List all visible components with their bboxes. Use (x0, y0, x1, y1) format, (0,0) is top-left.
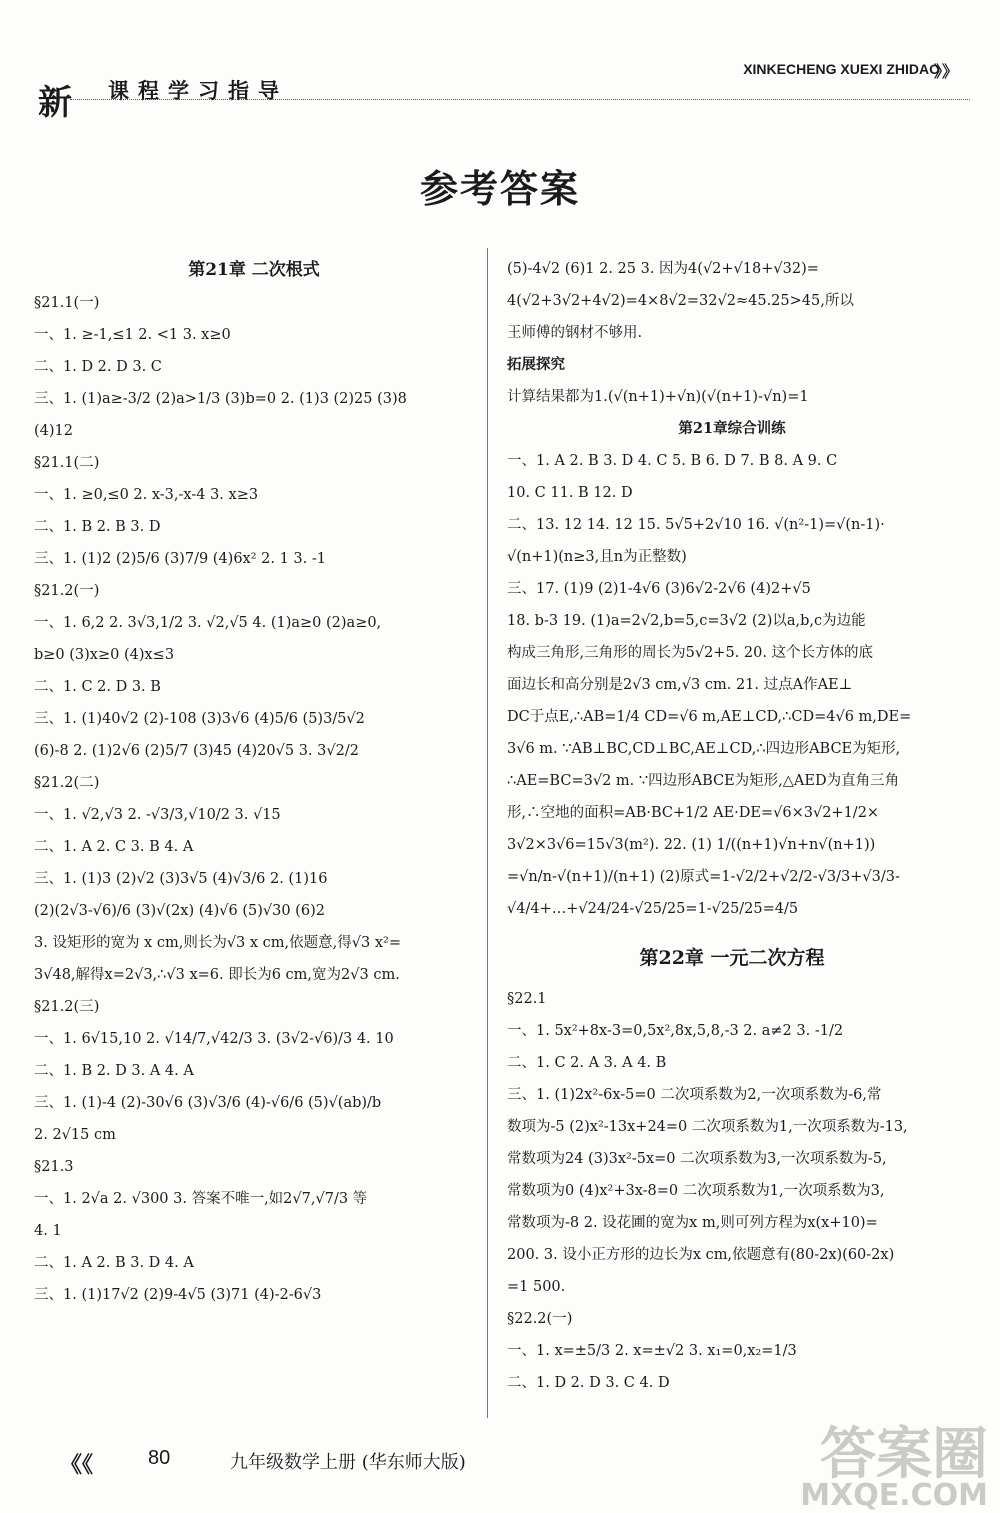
answer-line: 二、1. C 2. D 3. B (34, 679, 161, 695)
answer-line: 二、1. D 2. D 3. C 4. D (507, 1375, 670, 1391)
answer-line: 二、1. B 2. B 3. D (34, 519, 161, 535)
answer-line: (5)-4√2 (6)1 2. 25 3. 因为4(√2+√18+√32)= (507, 261, 819, 277)
answer-line: 王师傅的钢材不够用. (507, 325, 643, 341)
answer-line: §21.2(一) (34, 583, 100, 599)
answer-line: 三、1. (1)a≥-3/2 (2)a>1/3 (3)b=0 2. (1)3 (2)25 (3)8 (34, 391, 407, 407)
answer-line: 一、1. ≥-1,≤1 2. <1 3. x≥0 (34, 327, 231, 343)
answer-line: 18. b-3 19. (1)a=2√2,b=5,c=3√2 (2)以a,b,c为边能 (507, 613, 866, 629)
answer-line: 二、1. A 2. B 3. D 4. A (34, 1255, 194, 1271)
series-title: 课程学习指导 (108, 78, 288, 103)
watermark-url: MXQE.COM (800, 1478, 988, 1513)
header-divider (70, 99, 970, 100)
answer-line: 三、1. (1)40√2 (2)-108 (3)3√6 (4)5/6 (5)3/5√2 (34, 711, 365, 727)
answer-line: 常数项为0 (4)x²+3x-8=0 二次项系数为1,一次项系数为3, (507, 1183, 885, 1199)
answer-line: 二、1. B 2. D 3. A 4. A (34, 1063, 194, 1079)
answer-line: 常数项为24 (3)3x²-5x=0 二次项系数为3,一次项系数为-5, (507, 1151, 887, 1167)
answer-line: 一、1. ≥0,≤0 2. x-3,-x-4 3. x≥3 (34, 487, 259, 503)
answer-line: 一、1. x=±5/3 2. x=±√2 3. x₁=0,x₂=1/3 (507, 1343, 797, 1359)
answer-line: 一、1. √2,√3 2. -√3/3,√10/2 3. √15 (34, 807, 281, 823)
right-column (507, 253, 957, 1399)
answer-line: 10. C 11. B 12. D (507, 485, 633, 501)
answer-line: 三、1. (1)2x²-6x-5=0 二次项系数为2,一次项系数为-6,常 (507, 1087, 882, 1103)
answer-line: 计算结果都为1.(√(n+1)+√n)(√(n+1)-√n)=1 (507, 389, 809, 405)
answer-line: 面边长和高分别是2√3 cm,√3 cm. 21. 过点A作AE⊥ (507, 677, 853, 693)
answer-line: =1 500. (507, 1279, 566, 1295)
answer-line: 200. 3. 设小正方形的边长为x cm,依题意有(80-2x)(60-2x) (507, 1247, 895, 1263)
answer-line: §22.1 (507, 991, 547, 1007)
book-title: 九年级数学上册 (华东师大版) (230, 1452, 466, 1473)
answer-line: 数项为-5 (2)x²-13x+24=0 二次项系数为1,一次项系数为-13, (507, 1119, 908, 1135)
chevron-right-icon: 》》 (933, 62, 958, 81)
answer-line: 二、13. 12 14. 12 15. 5√5+2√10 16. √(n²-1)=√(n-1)· (507, 517, 885, 533)
answer-line: 构成三角形,三角形的周长为5√2+5. 20. 这个长方体的底 (507, 645, 874, 661)
page-number: 80 (148, 1447, 171, 1469)
left-column (34, 253, 474, 1311)
answer-line: 三、1. (1)-4 (2)-30√6 (3)√3/6 (4)-√6/6 (5)√(ab)/b (34, 1095, 382, 1111)
series-pinyin: XINKECHENG XUEXI ZHIDAO (743, 61, 940, 77)
chevron-left-icon: 《《 (60, 1452, 94, 1478)
answer-line: ∴AE=BC=3√2 m. ∵四边形ABCE为矩形,△AED为直角三角 (507, 773, 900, 789)
section-label: 拓展探究 (507, 356, 565, 373)
answer-line: 三、1. (1)17√2 (2)9-4√5 (3)71 (4)-2-6√3 (34, 1287, 322, 1303)
answer-line: §21.1(一) (34, 295, 100, 311)
answer-line: 二、1. C 2. A 3. A 4. B (507, 1055, 667, 1071)
chapter-heading: 第22章 一元二次方程 (639, 947, 825, 969)
answer-line: √4/4+…+√24/24-√25/25=1-√25/25=4/5 (507, 901, 799, 917)
answer-line: 一、1. 5x²+8x-3=0,5x²,8x,5,8,-3 2. a≠2 3. -1/2 (507, 1023, 844, 1039)
answer-line: (2)(2√3-√6)/6 (3)√(2x) (4)√6 (5)√30 (6)2 (34, 903, 325, 919)
answer-line: 三、17. (1)9 (2)1-4√6 (3)6√2-2√6 (4)2+√5 (507, 581, 811, 597)
answer-line: 二、1. A 2. C 3. B 4. A (34, 839, 194, 855)
answer-line: 形,∴空地的面积=AB·BC+1/2 AE·DE=√6×3√2+1/2× (507, 805, 880, 821)
watermark-logo: 答案圈 (820, 1422, 988, 1487)
answer-line: 三、1. (1)3 (2)√2 (3)3√5 (4)√3/6 2. (1)16 (34, 871, 328, 887)
answer-line: 一、1. A 2. B 3. D 4. C 5. B 6. D 7. B 8. A 9. C (507, 453, 838, 469)
answer-line: b≥0 (3)x≥0 (4)x≤3 (34, 647, 175, 663)
answer-line: §21.2(二) (34, 775, 100, 791)
answer-line: 2. 2√15 cm (34, 1127, 116, 1143)
answer-line: §21.3 (34, 1159, 74, 1175)
answer-line: 4. 1 (34, 1223, 62, 1239)
answer-line: DC于点E,∴AB=1/4 CD=√6 m,AE⊥CD,∴CD=4√6 m,DE= (507, 709, 912, 725)
column-divider (487, 248, 488, 1418)
answer-line: 3√48,解得x=2√3,∴√3 x=6. 即长为6 cm,宽为2√3 cm. (34, 967, 400, 983)
answer-line: 常数项为-8 2. 设花圃的宽为x m,则可列方程为x(x+10)= (507, 1215, 878, 1231)
answer-line: √(n+1)(n≥3,且n为正整数) (507, 549, 687, 565)
page-header (30, 55, 970, 123)
answer-line: (6)-8 2. (1)2√6 (2)5/7 (3)45 (4)20√5 3. 3√2/2 (34, 743, 359, 759)
chapter-heading: 第21章 二次根式 (188, 260, 320, 280)
answer-line: =√n/n-√(n+1)/(n+1) (2)原式=1-√2/2+√2/2-√3/3+√3/3- (507, 869, 900, 885)
answer-line: 一、1. 2√a 2. √300 3. 答案不唯一,如2√7,√7/3 等 (34, 1191, 368, 1207)
watermark (800, 1410, 988, 1513)
answer-line: 3√2×3√6=15√3(m²). 22. (1) 1/((n+1)√n+n√(n+1)) (507, 837, 876, 853)
section-subheading: 第21章综合训练 (678, 420, 786, 437)
series-logo: 新 (38, 83, 72, 123)
answer-line: 3√6 m. ∵AB⊥BC,CD⊥BC,AE⊥CD,∴四边形ABCE为矩形, (507, 741, 901, 757)
answer-line: §22.2(一) (507, 1311, 573, 1327)
answer-line: 二、1. D 2. D 3. C (34, 359, 162, 375)
answer-line: §21.2(三) (34, 999, 100, 1015)
answer-line: (4)12 (34, 423, 73, 439)
answer-line: §21.1(二) (34, 455, 100, 471)
answer-line: 一、1. 6√15,10 2. √14/7,√42/3 3. (3√2-√6)/3 4. 10 (34, 1031, 394, 1047)
answer-line: 一、1. 6,2 2. 3√3,1/2 3. √2,√5 4. (1)a≥0 (2)a≥0, (34, 615, 382, 631)
answer-line: 3. 设矩形的宽为 x cm,则长为√3 x cm,依题意,得√3 x²= (34, 935, 401, 951)
answer-line: 4(√2+3√2+4√2)=4×8√2=32√2≈45.25>45,所以 (507, 293, 854, 309)
page-title: 参考答案 (419, 166, 580, 211)
answer-line: 三、1. (1)2 (2)5/6 (3)7/9 (4)6x² 2. 1 3. -1 (34, 551, 326, 567)
